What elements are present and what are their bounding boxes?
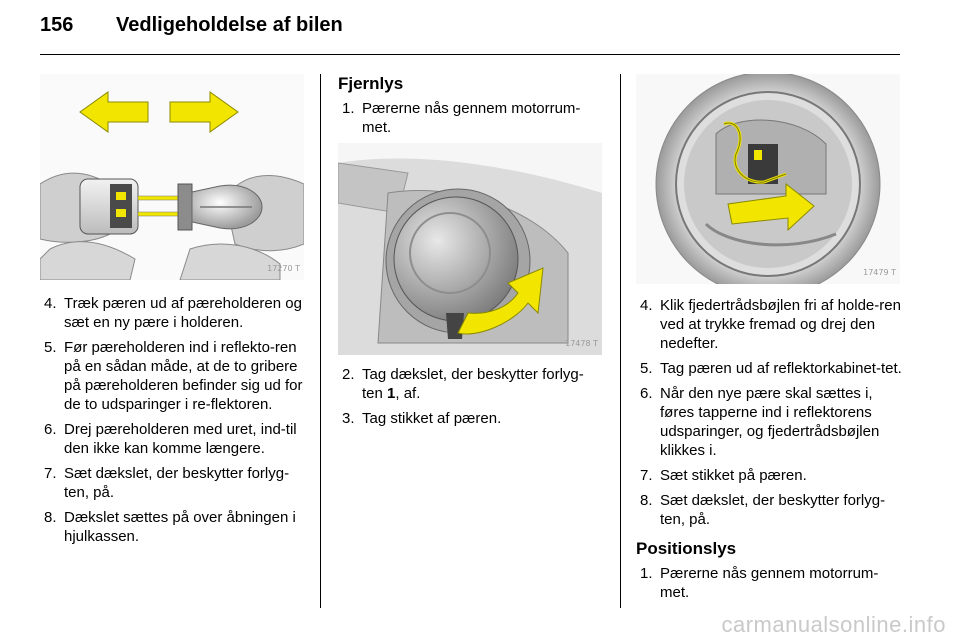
- step-number: 5.: [44, 339, 57, 356]
- bulb-holder-drawing: [40, 74, 304, 280]
- page-number: 156: [40, 14, 74, 36]
- step-number: 3.: [342, 410, 355, 427]
- list-item: [40, 508, 304, 546]
- step-text: Tag pæren ud af reflektorkabinet-tet.: [660, 360, 902, 377]
- step-text: Tag stikket af pæren.: [362, 410, 502, 427]
- list-item: [40, 294, 304, 332]
- site-watermark: carmanualsonline.info: [721, 612, 946, 637]
- step-text: Træk pæren ud af pæreholderen og sæt en ny pære i holderen.: [64, 295, 302, 331]
- spring-clip-drawing: [636, 74, 900, 284]
- figure-code: 17270 T: [267, 264, 300, 273]
- figure-code: 17478 T: [565, 339, 598, 348]
- step-text: Drej pæreholderen med uret, ind-til den ikke kan komme længere.: [64, 421, 297, 457]
- step-text: Klik fjedertrådsbøjlen fri af holde-ren ved at trykke fremad og drej den nedefter.: [660, 297, 901, 352]
- step-text: Pærerne nås gennem motorrum-met.: [660, 565, 879, 601]
- list-item: [636, 564, 902, 602]
- list-item: [40, 338, 304, 414]
- step-text: Tag dækslet, der beskytter forlyg-ten: [362, 366, 584, 402]
- list-item: [40, 420, 304, 458]
- callout-number: 1: [387, 385, 396, 402]
- step-number: 4.: [44, 295, 57, 312]
- column-right: [636, 74, 902, 608]
- column-middle: [338, 74, 604, 434]
- step-text: Pærerne nås gennem motorrum-met.: [362, 100, 581, 136]
- list-item: [636, 491, 902, 529]
- column-divider: [620, 74, 621, 608]
- column-divider: [320, 74, 321, 608]
- figure-code: 17479 T: [863, 268, 896, 277]
- step-number: 5.: [640, 360, 653, 377]
- step-text: Før pæreholderen ind i reflekto-ren på en sådan måde, at de to gribere på pæreholderen befinder sig ud for de to udsparinger i re-flektoren.: [64, 339, 303, 413]
- step-text: , af.: [395, 385, 421, 402]
- step-number: 1.: [640, 565, 653, 582]
- instruction-list: [338, 365, 604, 428]
- column-left: [40, 74, 304, 552]
- list-item: [338, 409, 604, 428]
- list-item: [40, 464, 304, 502]
- step-number: 2.: [342, 366, 355, 383]
- step-number: 7.: [44, 465, 57, 482]
- headlamp-cover-drawing: [338, 143, 602, 355]
- instruction-list: [338, 99, 604, 137]
- step-text: Sæt dækslet, der beskytter forlyg-ten, på.: [64, 465, 290, 501]
- step-number: 8.: [44, 509, 57, 526]
- step-text: Dækslet sættes på over åbningen i hjulkassen.: [64, 509, 296, 545]
- step-number: 1.: [342, 100, 355, 117]
- step-number: 7.: [640, 467, 653, 484]
- instruction-list: [636, 296, 902, 529]
- list-item: [338, 99, 604, 137]
- headlamp-cover-illustration: [338, 143, 602, 355]
- header-divider: [40, 54, 900, 55]
- step-number: 8.: [640, 492, 653, 509]
- step-number: 6.: [44, 421, 57, 438]
- instruction-list: [40, 294, 304, 546]
- list-item: [636, 384, 902, 460]
- section-heading-positionslys: Positionslys: [636, 539, 737, 558]
- bulb-holder-illustration: [40, 74, 304, 280]
- spring-clip-illustration: [636, 74, 900, 284]
- step-text: Sæt dækslet, der beskytter forlyg-ten, på.: [660, 492, 886, 528]
- step-text: Når den nye pære skal sættes i, føres tapperne ind i reflektorens udsparinger, og fjedertrådsbøjlen klikkes i.: [660, 385, 880, 459]
- step-number: 4.: [640, 297, 653, 314]
- list-item: [636, 359, 902, 378]
- step-text: Sæt stikket på pæren.: [660, 467, 807, 484]
- chapter-title: Vedligeholdelse af bilen: [116, 14, 343, 36]
- page-header: [40, 14, 343, 44]
- instruction-list: [636, 564, 902, 602]
- section-heading-fjernlys: Fjernlys: [338, 74, 404, 93]
- list-item: [338, 365, 604, 403]
- step-number: 6.: [640, 385, 653, 402]
- list-item: [636, 296, 902, 353]
- list-item: [636, 466, 902, 485]
